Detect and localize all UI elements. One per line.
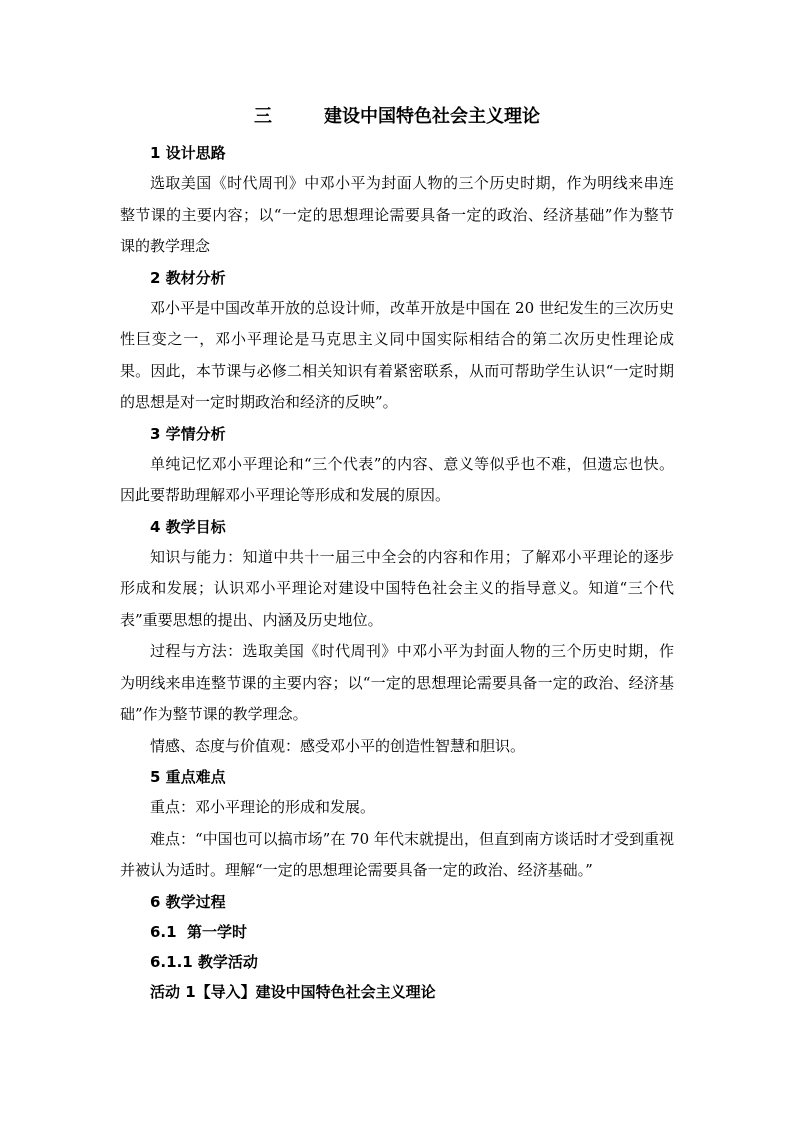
paragraph-goal-knowledge-text: 知识与能力：知道中共十一届三中全会的内容和作用；了解邓小平理论的逐步形成和发展；认识邓小平理论对建设中国特色社会主义的指导意义。知道“三个代表”重要思想的提出、内涵及历史地位。 (120, 547, 674, 629)
paragraph-students (120, 449, 674, 512)
subsection-heading-first-period: 6.1 第一学时 (150, 922, 248, 941)
section-heading-textbook: 2 教材分析 (150, 268, 226, 287)
page-title (0, 104, 794, 130)
subsection-heading-activities: 6.1.1 教学活动 (150, 952, 258, 971)
paragraph-design (120, 168, 674, 263)
section-heading-process: 6 教学过程 (150, 892, 226, 911)
activity-heading: 活动 1【导入】建设中国特色社会主义理论 (150, 982, 436, 1001)
paragraph-key-point-text: 重点：邓小平理论的形成和发展。 (150, 798, 376, 816)
paragraph-textbook (120, 293, 674, 419)
paragraph-key-point (120, 792, 674, 824)
paragraph-goal-process-text: 过程与方法：选取美国《时代周刊》中邓小平为封面人物的三个历史时期，作为明线来串连整节课的主要内容；以“一定的思想理论需要具备一定的政治、经济基础”作为整节课的教学理念。 (120, 642, 674, 723)
paragraph-goal-emotion-text: 情感、态度与价值观：感受邓小平的创造性智慧和胆识。 (150, 736, 526, 755)
section-heading-goals: 4 教学目标 (150, 517, 226, 536)
section-heading-students: 3 学情分析 (150, 424, 226, 443)
paragraph-students-text: 单纯记忆邓小平理论和“三个代表”的内容、意义等似乎也不难，但遗忘也快。因此要帮助理解邓小平理论等形成和发展的原因。 (120, 454, 674, 504)
paragraph-difficulty (120, 824, 674, 887)
section-heading-design: 1 设计思路 (150, 144, 226, 162)
title-number: 三 (254, 106, 272, 127)
paragraph-textbook-text: 邓小平是中国改革开放的总设计师，改革开放是中国在 20 世纪发生的三次历史性巨变之一，邓小平理论是马克思主义同中国实际相结合的第二次历史性理论成果。因此，本节课与必修二相关知识有着紧密联系，从而可帮助学生认识“一定时期的思想是对一定时期政治和经济的反映”。 (120, 298, 674, 411)
document-body (120, 138, 674, 1007)
title-text: 建设中国特色社会主义理论 (324, 106, 540, 127)
paragraph-goal-knowledge (120, 542, 674, 637)
section-heading-key-points: 5 重点难点 (150, 768, 226, 786)
paragraph-goal-process (120, 636, 674, 731)
paragraph-goal-emotion (120, 731, 674, 763)
paragraph-design-text: 选取美国《时代周刊》中邓小平为封面人物的三个历史时期，作为明线来串连整节课的主要内容；以“一定的思想理论需要具备一定的政治、经济基础”作为整节课的教学理念 (120, 174, 674, 255)
paragraph-difficulty-text: 难点：“中国也可以搞市场”在 70 年代末就提出，但直到南方谈话时才受到重视并被认为适时。理解“一定的思想理论需要具备一定的政治、经济基础。” (120, 829, 674, 879)
